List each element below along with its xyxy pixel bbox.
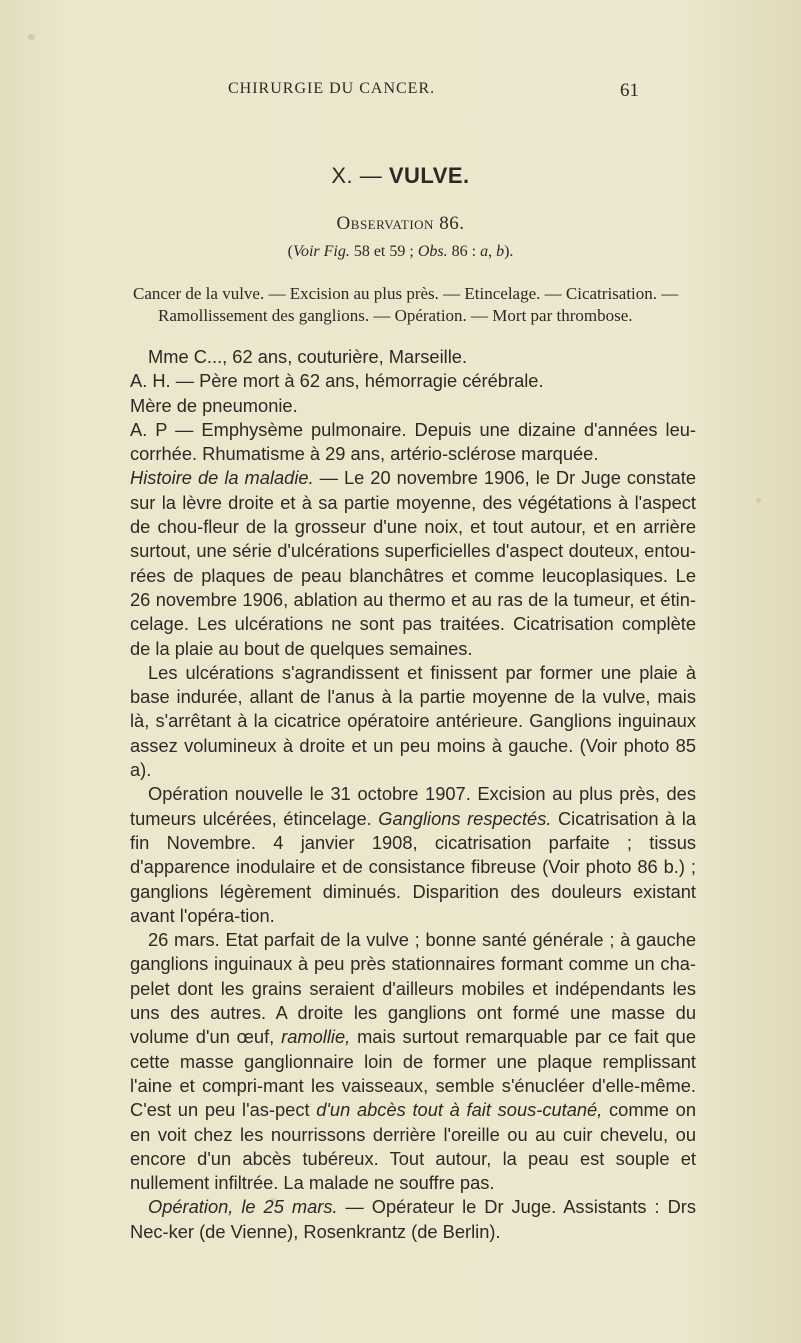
- second-operation-text-b: Cicatrisation à la fin Novembre. 4 janvier 1908, cicatrisation parfaite ; tissus d'apparence inodulaire et de consistance fibreuse (Voir photo 86 b.) ; ganglions légèrement diminués. Disparition des douleurs existant avant l'opéra-tion.: [130, 807, 696, 926]
- case-summary: [133, 283, 693, 327]
- ref-voir: Voir Fig.: [292, 243, 350, 260]
- section-title: [0, 163, 801, 189]
- ref-b: b: [496, 243, 505, 260]
- history-text: — Le 20 novembre 1906, le Dr Juge constate sur la lèvre droite et à sa partie moyenne, des végétations à l'aspect de chou-fleur de la grosseur d'une noix, et tout autour, et en arrière surtout, une série d'ulcérations superficielles d'aspect douteux, entou-rées de plaques de peau blanchâtres et comme leucoplasiques. Le 26 novembre 1906, ablation au thermo et au ras de la tumeur, et étin-celage. Les ulcérations ne sont pas traitées. Cicatrisation complète de la plaie au bout de quelques semaines.: [130, 467, 696, 659]
- march-text-c: comme on en voit chez les nourrissons derrière l'oreille ou au cuir chevelu, ou encore d'un abcès tubéreux. Tout autour, la peau est souple et nullement infiltrée. La malade ne souffre pas.: [130, 1099, 696, 1194]
- paper-spot: [28, 34, 35, 40]
- second-operation-text-a: Opération nouvelle le 31 octobre 1907. Excision au plus près, des tumeurs ulcérées, étincelage.: [130, 783, 696, 829]
- summary-line-1: Cancer de la vulve. — Excision au plus près. — Etincelage. — Cicatrisation. —: [133, 284, 679, 303]
- paragraph-history: [130, 466, 696, 660]
- paper-spot: [756, 498, 761, 503]
- ganglions-respected: Ganglions respectés.: [378, 807, 552, 829]
- ref-a: a: [480, 243, 489, 260]
- page-number: 61: [620, 80, 639, 101]
- ref-sep: ,: [488, 243, 497, 260]
- paragraph-second-operation: [130, 782, 696, 928]
- observation-title: Observation 86.: [336, 213, 465, 234]
- summary-line-2: Ramollissement des ganglions. — Opération. — Mort par thrombose.: [158, 306, 633, 325]
- paragraph-march-state: [130, 928, 696, 1195]
- ref-obs: Obs.: [417, 243, 448, 260]
- march-italic-ramollie: ramollie,: [281, 1026, 351, 1048]
- ref-obs-num: 86 :: [447, 243, 481, 260]
- ref-figs: 58 et 59 ;: [349, 243, 418, 260]
- ref-paren-close: ).: [504, 243, 514, 260]
- section-number: X. —: [331, 163, 389, 188]
- paragraph-mother: Mère de pneumonie.: [130, 394, 298, 416]
- operation-heading: Opération, le 25 mars.: [148, 1196, 338, 1218]
- ref-paren-open: (: [287, 243, 293, 260]
- section-name: VULVE.: [388, 163, 470, 188]
- march-text-b: mais surtout remarquable par ce fait que cette masse ganglionnaire loin de former une plaque remplissant l'aine et compri-mant les vaisseaux, semble s'énucléer d'elle-même. C'est un peu l'as-pect: [130, 1026, 696, 1121]
- operation-text: — Opérateur le Dr Juge. Assistants : Drs Nec-ker (de Vienne), Rosenkrantz (de Berlin).: [130, 1196, 696, 1242]
- case-body: [130, 345, 696, 1244]
- observation-reference: [0, 243, 801, 261]
- paragraph-progression: Les ulcérations s'agrandissent et finissent par former une plaie à base indurée, allant de l'anus à la partie moyenne de la vulve, mais là, s'arrêtant à la cicatrice opératoire antérieure. Ganglions inguinaux assez volumineux à droite et un peu moins à gauche. (Voir photo 85 a).: [130, 661, 696, 781]
- paragraph-personal-history: A. P — Emphysème pulmonaire. Depuis une dizaine d'années leu-corrhée. Rhumatisme à 29 ans, artério-sclérose marquée.: [130, 418, 696, 465]
- running-header: CHIRURGIE DU CANCER.: [228, 80, 436, 97]
- paragraph-operation: [130, 1195, 696, 1244]
- history-heading: Histoire de la maladie.: [130, 467, 314, 489]
- paragraph-family-history: A. H. — Père mort à 62 ans, hémorragie cérébrale.: [130, 370, 544, 392]
- march-text-a: 26 mars. Etat parfait de la vulve ; bonne santé générale ; à gauche ganglions inguinaux à peu près stationnaires formant comme un cha-pelet dont les grains seraient d'ailleurs mobiles et indépendants les uns des autres. A droite les ganglions ont formé une masse du volume d'un œuf,: [130, 929, 696, 1048]
- march-italic-abces: d'un abcès tout à fait sous-cutané,: [316, 1099, 603, 1121]
- paragraph-patient: Mme C..., 62 ans, couturière, Marseille.: [148, 346, 468, 367]
